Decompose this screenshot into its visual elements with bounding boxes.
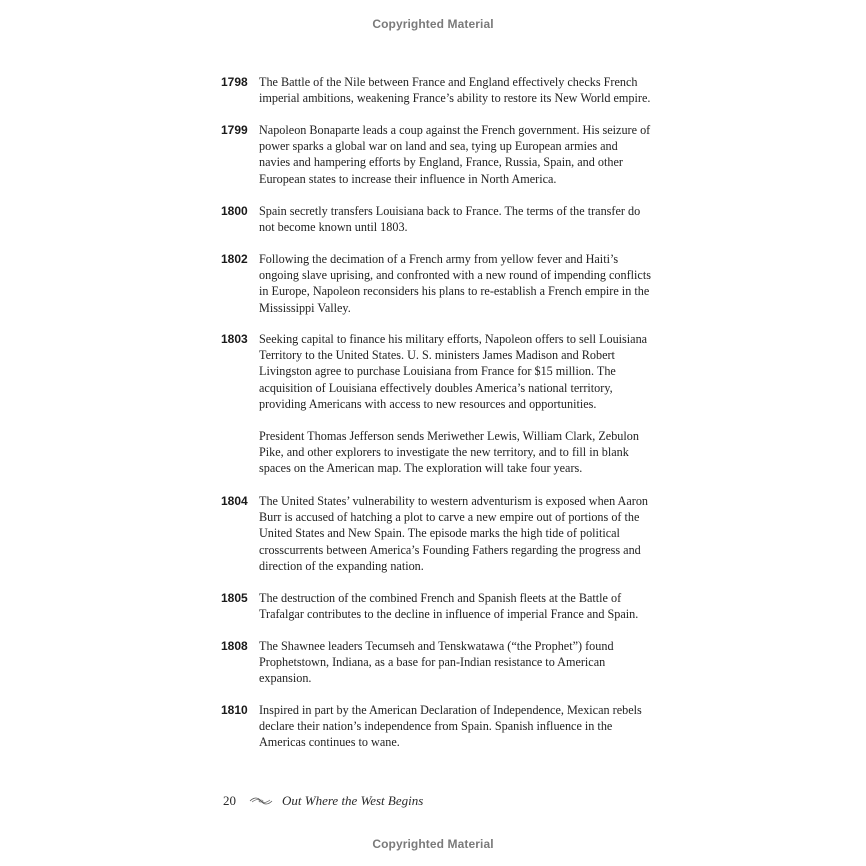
entry-year: 1803	[221, 332, 248, 346]
page-footer	[223, 792, 423, 810]
entry-paragraph: Napoleon Bonaparte leads a coup against the French government. His seizure of power sparks a global war on land and sea, tying up European armies and navies and hampering efforts by England, France, Russia, Spain, and other European states to increase their influence in North America.	[259, 123, 651, 186]
entry-year: 1798	[221, 75, 248, 89]
entry-text	[259, 74, 651, 106]
entry-year: 1808	[221, 639, 248, 653]
entry-text	[259, 203, 651, 235]
entry-year: 1802	[221, 252, 248, 266]
entry-year: 1799	[221, 123, 248, 137]
entry-text	[259, 590, 651, 622]
entry-paragraph: The Shawnee leaders Tecumseh and Tenskwatawa (“the Prophet”) found Prophetstown, Indiana, as a base for pan-Indian resistance to American expansion.	[259, 639, 614, 686]
entry-paragraph: Seeking capital to finance his military efforts, Napoleon offers to sell Louisiana Territory to the United States. U. S. ministers James Madison and Robert Livingston agree to purchase Louisiana from France for $15 million. The acquisition of Louisiana effectively doubles America’s national territory, providing Americans with access to new resources and opportunities.	[259, 332, 648, 411]
entry-year: 1800	[221, 204, 248, 218]
watermark-top: Copyrighted Material	[372, 17, 494, 31]
entry-text	[259, 493, 651, 574]
entry-text	[259, 638, 651, 687]
entry-paragraph: The destruction of the combined French and Spanish fleets at the Battle of Trafalgar contributes to the decline in influence of imperial France and Spain.	[259, 591, 639, 622]
entry-year: 1804	[221, 494, 248, 508]
entry-year: 1805	[221, 591, 248, 605]
page-number: 20	[223, 793, 236, 808]
flourish-icon	[249, 796, 273, 806]
entry-paragraph: Spain secretly transfers Louisiana back to France. The terms of the transfer do not become known until 1803.	[259, 204, 641, 235]
entry-paragraph: Inspired in part by the American Declaration of Independence, Mexican rebels declare their nation’s independence from Spain. Spanish influence in the Americas continues to wane.	[259, 703, 642, 750]
entry-paragraph: President Thomas Jefferson sends Meriwether Lewis, William Clark, Zebulon Pike, and other explorers to investigate the new territory, and to fill in blank spaces on the American map. The exploration will take four years.	[259, 429, 639, 476]
entry-text	[259, 702, 651, 751]
entry-paragraph: The Battle of the Nile between France and England effectively checks French imperial ambitions, weakening France’s ability to restore its New World empire.	[259, 75, 651, 106]
watermark-bottom: Copyrighted Material	[372, 837, 494, 851]
entry-paragraph: The United States’ vulnerability to western adventurism is exposed when Aaron Burr is accused of hatching a plot to carve a new empire out of portions of the United States and New Spain. The episode marks the high tide of political crosscurrents between America’s Founding Fathers regarding the progress and direction of the expanding nation.	[259, 494, 649, 573]
running-title: Out Where the West Begins	[282, 793, 424, 808]
entry-text	[259, 331, 651, 477]
entry-paragraph: Following the decimation of a French army from yellow fever and Haiti’s ongoing slave uprising, and confronted with a new round of impending conflicts in Europe, Napoleon reconsiders his plans to re-establish a French empire in the Mississippi Valley.	[259, 252, 651, 315]
entry-year: 1810	[221, 703, 248, 717]
entry-text	[259, 122, 651, 187]
entry-text	[259, 251, 651, 316]
